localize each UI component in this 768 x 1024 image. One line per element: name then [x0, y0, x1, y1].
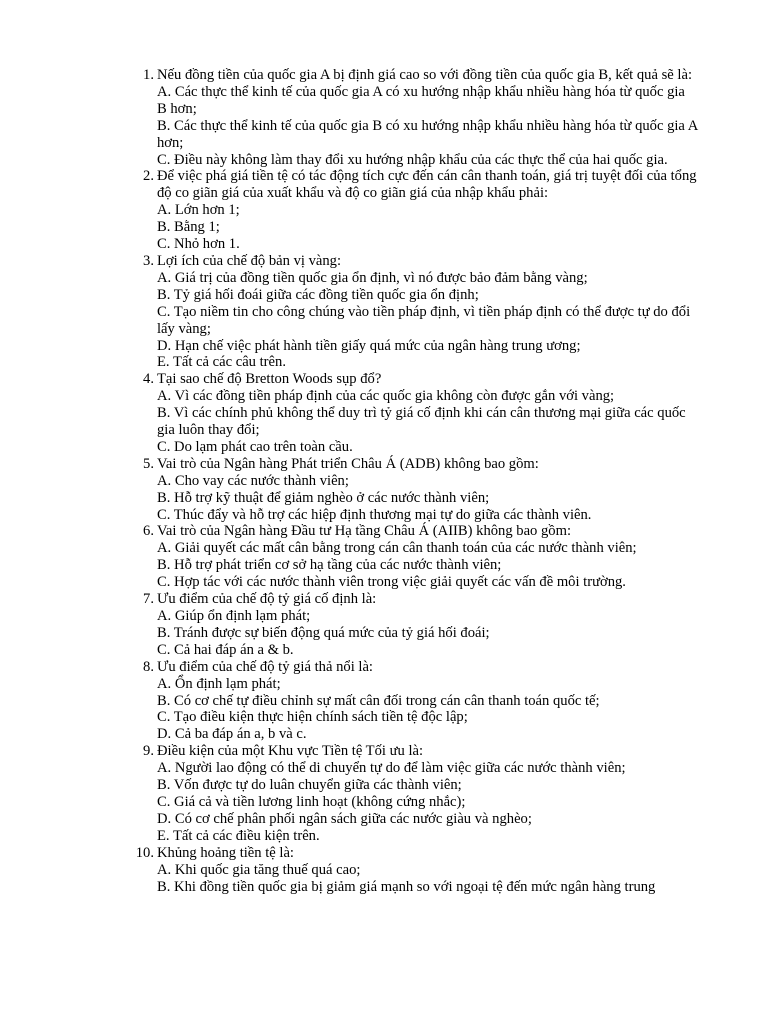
answer-option-a: A. Giúp ổn định lạm phát; [157, 608, 311, 624]
answer-option-b: B. Tỷ giá hối đoái giữa các đồng tiền quốc gia ổn định; [157, 286, 479, 303]
question-9 [132, 743, 698, 844]
question-number: 8. [143, 658, 154, 675]
answer-option-b: B. Khi đồng tiền quốc gia bị giảm giá mạnh so với ngoại tệ đến mức ngân hàng trung [157, 878, 656, 895]
answer-option-c: C. Thúc đẩy và hỗ trợ các hiệp định thương mại tự do giữa các thành viên. [157, 506, 592, 523]
answer-option-c: C. Cả hai đáp án a & b. [157, 641, 294, 658]
question-text: Nếu đồng tiền của quốc gia A bị định giá cao so với đồng tiền của quốc gia B, kết quả sẽ là: [157, 67, 692, 83]
answer-option-d: D. Hạn chế việc phát hành tiền giấy quá mức của ngân hàng trung ương; [157, 337, 581, 354]
answer-option-c: C. Tạo điều kiện thực hiện chính sách tiền tệ độc lập; [157, 709, 468, 726]
answer-option-d: D. Cả ba đáp án a, b và c. [157, 726, 307, 743]
question-text: Để việc phá giá tiền tệ có tác động tích cực đến cán cân thanh toán, giá trị tuyệt đối của tổng độ co giãn giá của xuất khẩu và độ co giãn giá của nhập khẩu phải: [157, 168, 697, 202]
answer-option-a: A. Giải quyết các mất cân bằng trong cán cân thanh toán của các nước thành viên; [157, 540, 637, 557]
answer-option-b: B. Vốn được tự do luân chuyển giữa các thành viên; [157, 777, 462, 794]
answer-option-a: A. Vì các đồng tiền pháp định của các quốc gia không còn được gắn với vàng; [157, 388, 615, 405]
answer-option-b: B. Tránh được sự biến động quá mức của tỷ giá hối đoái; [157, 624, 490, 641]
question-5 [132, 456, 698, 524]
question-6 [132, 523, 698, 591]
answer-option-b: B. Bằng 1; [157, 219, 220, 236]
answer-option-a: A. Cho vay các nước thành viên; [157, 472, 349, 489]
answer-option-a: A. Ổn định lạm phát; [157, 675, 281, 692]
answer-option-b: B. Các thực thể kinh tế của quốc gia B có xu hướng nhập khẩu nhiều hàng hóa từ quốc gia A hơn; [157, 117, 698, 151]
answer-option-e: E. Tất cả các điều kiện trên. [157, 827, 320, 844]
question-number: 5. [143, 455, 154, 472]
question-number: 6. [143, 523, 154, 540]
answer-option-b: B. Có cơ chế tự điều chỉnh sự mất cân đối trong cán cân thanh toán quốc tế; [157, 692, 600, 709]
question-text: Ưu điểm của chế độ tỷ giá cố định là: [157, 591, 377, 608]
question-number: 3. [143, 252, 154, 269]
answer-option-a: A. Các thực thể kinh tế của quốc gia A có xu hướng nhập khẩu nhiều hàng hóa từ quốc gia B hơn; [157, 83, 685, 117]
question-list [132, 67, 698, 895]
question-text: Khủng hoảng tiền tệ là: [157, 844, 294, 861]
question-number: 4. [143, 371, 154, 388]
answer-option-a: A. Khi quốc gia tăng thuế quá cao; [157, 861, 361, 878]
answer-option-b: B. Vì các chính phủ không thể duy trì tỷ giá cố định khi cán cân thương mại giữa các quốc gia luôn thay đổi; [157, 405, 686, 439]
question-text: Tại sao chế độ Bretton Woods sụp đổ? [157, 371, 382, 388]
answer-option-a: A. Giá trị của đồng tiền quốc gia ổn định, vì nó được bảo đảm bằng vàng; [157, 269, 588, 286]
question-10 [132, 845, 698, 896]
question-text: Vai trò của Ngân hàng Phát triển Châu Á (ADB) không bao gồm: [157, 455, 539, 472]
answer-option-c: C. Giá cả và tiền lương linh hoạt (không cứng nhắc); [157, 793, 466, 810]
answer-option-e: E. Tất cả các câu trên. [157, 354, 286, 371]
answer-option-c: C. Do lạm phát cao trên toàn cầu. [157, 438, 353, 455]
question-number: 1. [143, 67, 154, 83]
question-text: Lợi ích của chế độ bản vị vàng: [157, 252, 341, 269]
question-number: 10. [135, 844, 154, 861]
question-text: Ưu điểm của chế độ tỷ giá thả nổi là: [157, 658, 373, 675]
answer-option-d: D. Có cơ chế phân phối ngân sách giữa các nước giàu và nghèo; [157, 810, 532, 827]
question-number: 2. [143, 168, 154, 185]
answer-option-c: C. Nhỏ hơn 1. [157, 236, 240, 253]
question-8 [132, 659, 698, 744]
question-text: Điều kiện của một Khu vực Tiền tệ Tối ưu là: [157, 743, 424, 760]
answer-option-b: B. Hỗ trợ kỹ thuật để giảm nghèo ở các nước thành viên; [157, 489, 490, 506]
answer-option-a: A. Người lao động có thể di chuyển tự do để làm việc giữa các nước thành viên; [157, 760, 626, 777]
question-number: 9. [143, 743, 154, 760]
answer-option-c: C. Điều này không làm thay đổi xu hướng nhập khẩu của các thực thể của hai quốc gia. [157, 151, 668, 168]
question-number: 7. [143, 591, 154, 608]
question-3 [132, 253, 698, 371]
answer-option-b: B. Hỗ trợ phát triển cơ sở hạ tầng của các nước thành viên; [157, 557, 502, 574]
answer-option-c: C. Tạo niềm tin cho công chúng vào tiền pháp định, vì tiền pháp định có thể được tự do đổi lấy vàng; [157, 303, 691, 337]
answer-option-c: C. Hợp tác với các nước thành viên trong việc giải quyết các vấn đề môi trường. [157, 574, 626, 591]
question-7 [132, 591, 698, 659]
question-1 [132, 67, 698, 168]
question-2 [132, 168, 698, 253]
question-4 [132, 371, 698, 456]
answer-option-a: A. Lớn hơn 1; [157, 202, 240, 219]
question-text: Vai trò của Ngân hàng Đầu tư Hạ tầng Châu Á (AIIB) không bao gồm: [157, 523, 572, 540]
